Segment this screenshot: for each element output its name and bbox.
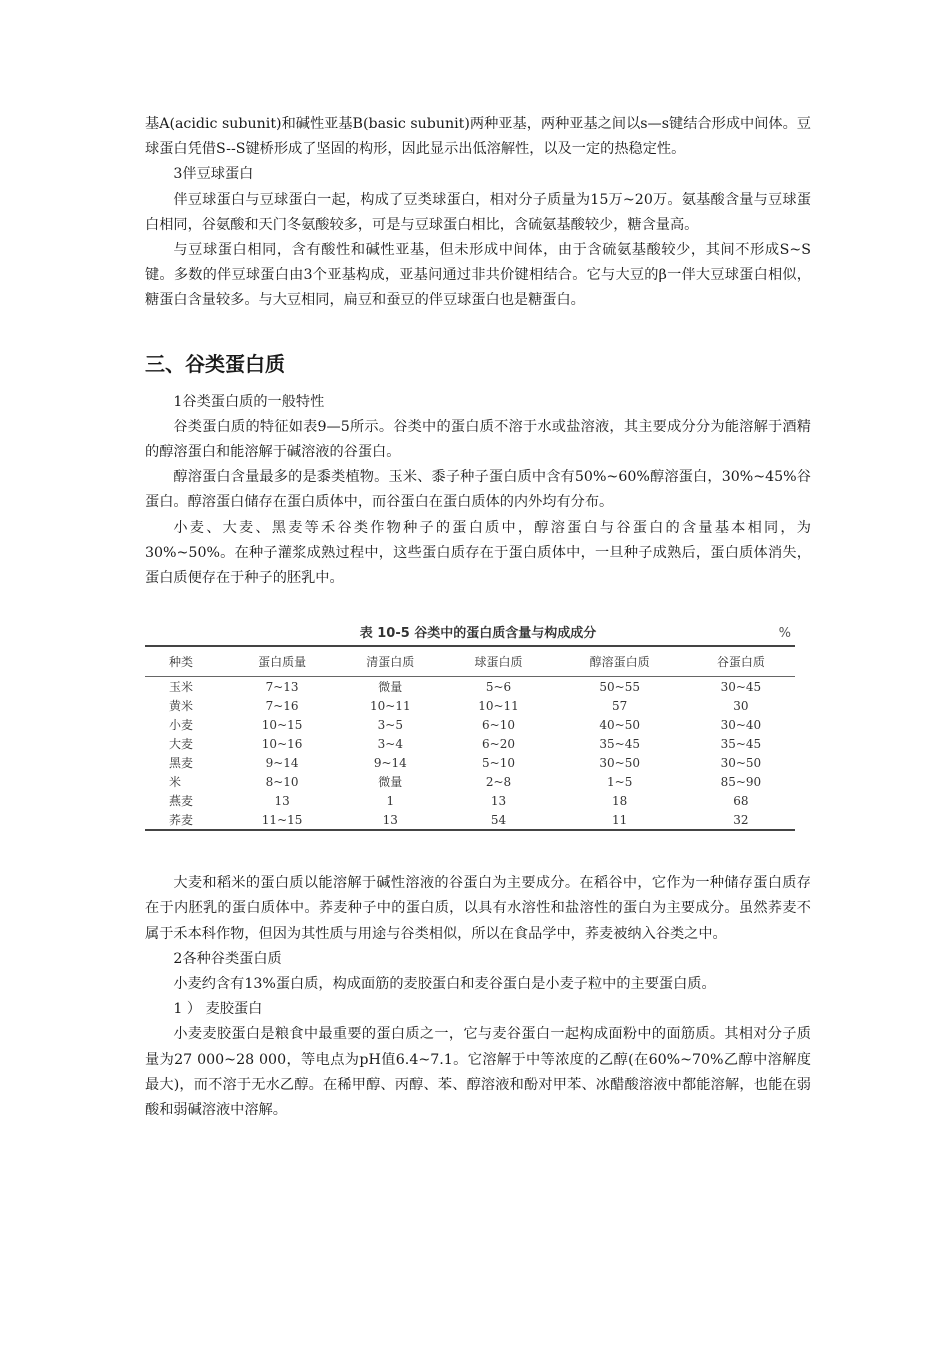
table-cell: 11 bbox=[612, 812, 628, 827]
protein-table bbox=[145, 645, 795, 831]
table-header-cell: 醇溶蛋白质 bbox=[589, 655, 650, 670]
table-row bbox=[145, 734, 795, 753]
table-cell: 40~50 bbox=[599, 717, 640, 732]
table-cell: 5~6 bbox=[485, 679, 512, 694]
table-row bbox=[145, 791, 795, 810]
table-cell: 10~11 bbox=[478, 698, 519, 713]
table-cell: 9~14 bbox=[265, 755, 299, 770]
table-cell: 85~90 bbox=[720, 774, 762, 789]
table-unit: % bbox=[778, 626, 791, 642]
protein-table-figure bbox=[145, 623, 811, 831]
table-row bbox=[145, 810, 795, 830]
table-cell: 50~55 bbox=[599, 679, 640, 694]
table-header-cell: 种类 bbox=[169, 655, 194, 670]
table-cell: 30~50 bbox=[720, 755, 762, 770]
table-caption bbox=[145, 623, 811, 645]
table-cell: 荞麦 bbox=[169, 813, 194, 828]
table-cell: 54 bbox=[490, 812, 507, 827]
subheading: 1谷类蛋白质的一般特性 bbox=[173, 393, 325, 410]
section-heading: 三、谷类蛋白质 bbox=[145, 351, 285, 376]
document-page bbox=[145, 112, 811, 1123]
table-cell: 5~10 bbox=[482, 755, 515, 770]
table-cell: 6~20 bbox=[482, 736, 515, 751]
table-cell: 30 bbox=[733, 698, 749, 713]
table-cell: 57 bbox=[612, 698, 628, 713]
table-cell: 黑麦 bbox=[169, 756, 194, 771]
table-cell: 68 bbox=[733, 793, 749, 808]
table-cell: 11~15 bbox=[261, 812, 303, 827]
table-cell: 黄米 bbox=[169, 699, 194, 714]
table-cell: 7~13 bbox=[265, 679, 299, 694]
table-header-row bbox=[145, 646, 795, 677]
table-row bbox=[145, 772, 795, 791]
table-cell: 18 bbox=[612, 793, 628, 808]
table-header-cell: 谷蛋白质 bbox=[716, 655, 765, 670]
table-header-cell: 球蛋白质 bbox=[474, 655, 523, 670]
table-cell: 6~10 bbox=[482, 717, 515, 732]
table-cell: 30~50 bbox=[599, 755, 640, 770]
table-cell: 7~16 bbox=[265, 698, 299, 713]
table-cell: 3~4 bbox=[377, 736, 403, 751]
paragraph: 基A(acidic subunit)和碱性亚基B(basic subunit)两种亚基，两种亚基之间以s—s键结合形成中间体。豆球蛋白凭借S--S键桥形成了坚固的构形，因此显示出低溶解性，以及一定的热稳定性。 bbox=[145, 116, 811, 158]
table-header-cell: 蛋白质量 bbox=[258, 655, 307, 670]
table-cell: 大麦 bbox=[169, 737, 194, 752]
table-cell: 燕麦 bbox=[169, 794, 194, 809]
subheading: 3伴豆球蛋白 bbox=[173, 166, 254, 183]
table-cell: 10~15 bbox=[261, 717, 303, 732]
table-cell: 1 bbox=[386, 793, 395, 808]
paragraph: 醇溶蛋白含量最多的是黍类植物。玉米、黍子种子蛋白质中含有50%~60%醇溶蛋白，30%~45%谷蛋白。醇溶蛋白储存在蛋白质体中，而谷蛋白在蛋白质体的内外均有分布。 bbox=[145, 469, 811, 511]
table-cell: 微量 bbox=[378, 680, 403, 695]
table-cell: 米 bbox=[169, 775, 182, 790]
table-cell: 1~5 bbox=[607, 774, 633, 789]
paragraph: 谷类蛋白质的特征如表9—5所示。谷类中的蛋白质不溶于水或盐溶液，其主要成分分为能溶解于酒精的醇溶蛋白和能溶解于碱溶液的谷蛋白。 bbox=[145, 418, 811, 461]
paragraph: 大麦和稻米的蛋白质以能溶解于碱性溶液的谷蛋白为主要成分。在稻谷中，它作为一种储存蛋白质存在于内胚乳的蛋白质体中。荞麦种子中的蛋白质，以具有水溶性和盐溶性的蛋白为主要成分。虽然荞麦不属于禾本科作物，但因为其性质与用途与谷类相似，所以在食品学中，荞麦被纳入谷类之中。 bbox=[145, 875, 811, 942]
table-cell: 3~5 bbox=[377, 717, 403, 732]
table-caption-text: 表 10-5 谷类中的蛋白质含量与构成成分 bbox=[359, 626, 597, 642]
table-cell: 30~45 bbox=[720, 679, 762, 694]
table-cell: 8~10 bbox=[265, 774, 299, 789]
subheading: 2各种谷类蛋白质 bbox=[173, 950, 282, 967]
paragraph: 小麦、大麦、黑麦等禾谷类作物种子的蛋白质中，醇溶蛋白与谷蛋白的含量基本相同，为30%~50%。在种子灌浆成熟过程中，这些蛋白质存在于蛋白质体中，一旦种子成熟后，蛋白质体消失，蛋白质便存在于种子的胚乳中。 bbox=[145, 519, 811, 587]
paragraph: 小麦麦胶蛋白是粮食中最重要的蛋白质之一，它与麦谷蛋白一起构成面粉中的面筋质。其相对分子质量为27 000~28 000，等电点为pH值6.4~7.1。它溶解于中等浓度的乙醇(在60%~70%乙醇中溶解度最大)，而不溶于无水乙醇。在稀甲醇、丙醇、苯、醇溶液和酚对甲苯、冰醋酸溶液中都能溶解，也能在弱酸和弱碱溶液中溶解。 bbox=[145, 1026, 811, 1119]
table-row bbox=[145, 753, 795, 772]
table-cell: 10~16 bbox=[261, 736, 303, 751]
table-cell: 2~8 bbox=[485, 774, 512, 789]
table-cell: 微量 bbox=[378, 775, 403, 790]
table-header-cell: 清蛋白质 bbox=[366, 655, 415, 670]
table-cell: 32 bbox=[733, 812, 749, 827]
paragraph: 伴豆球蛋白与豆球蛋白一起，构成了豆类球蛋白，相对分子质量为15万~20万。氨基酸含量与豆球蛋白相同，谷氨酸和天门冬氨酸较多，可是与豆球蛋白相比，含硫氨基酸较少，糖含量高。 bbox=[145, 191, 811, 233]
table-cell: 9~14 bbox=[373, 755, 407, 770]
table-cell: 35~45 bbox=[720, 736, 762, 751]
table-row bbox=[145, 696, 795, 715]
table-cell: 13 bbox=[382, 812, 398, 827]
paragraph: 与豆球蛋白相同，含有酸性和碱性亚基，但未形成中间体，由于含硫氨基酸较少，其间不形成S~S键。多数的伴豆球蛋白由3个亚基构成，亚基问通过非共价键相结合。它与大豆的β一伴大豆球蛋白相似，糖蛋白含量较多。与大豆相同，扁豆和蚕豆的伴豆球蛋白也是糖蛋白。 bbox=[145, 242, 811, 309]
table-row bbox=[145, 677, 795, 697]
table-cell: 13 bbox=[274, 793, 290, 808]
table-cell: 13 bbox=[490, 793, 507, 808]
table-cell: 10~11 bbox=[370, 698, 411, 713]
table-row bbox=[145, 715, 795, 734]
table-cell: 35~45 bbox=[599, 736, 640, 751]
table-cell: 小麦 bbox=[169, 718, 194, 733]
paragraph: 小麦约含有13%蛋白质，构成面筋的麦胶蛋白和麦谷蛋白是小麦子粒中的主要蛋白质。 bbox=[173, 976, 716, 993]
table-cell: 30~40 bbox=[720, 717, 762, 732]
subheading: 1 ） 麦胶蛋白 bbox=[173, 1001, 263, 1018]
table-cell: 玉米 bbox=[169, 680, 194, 695]
